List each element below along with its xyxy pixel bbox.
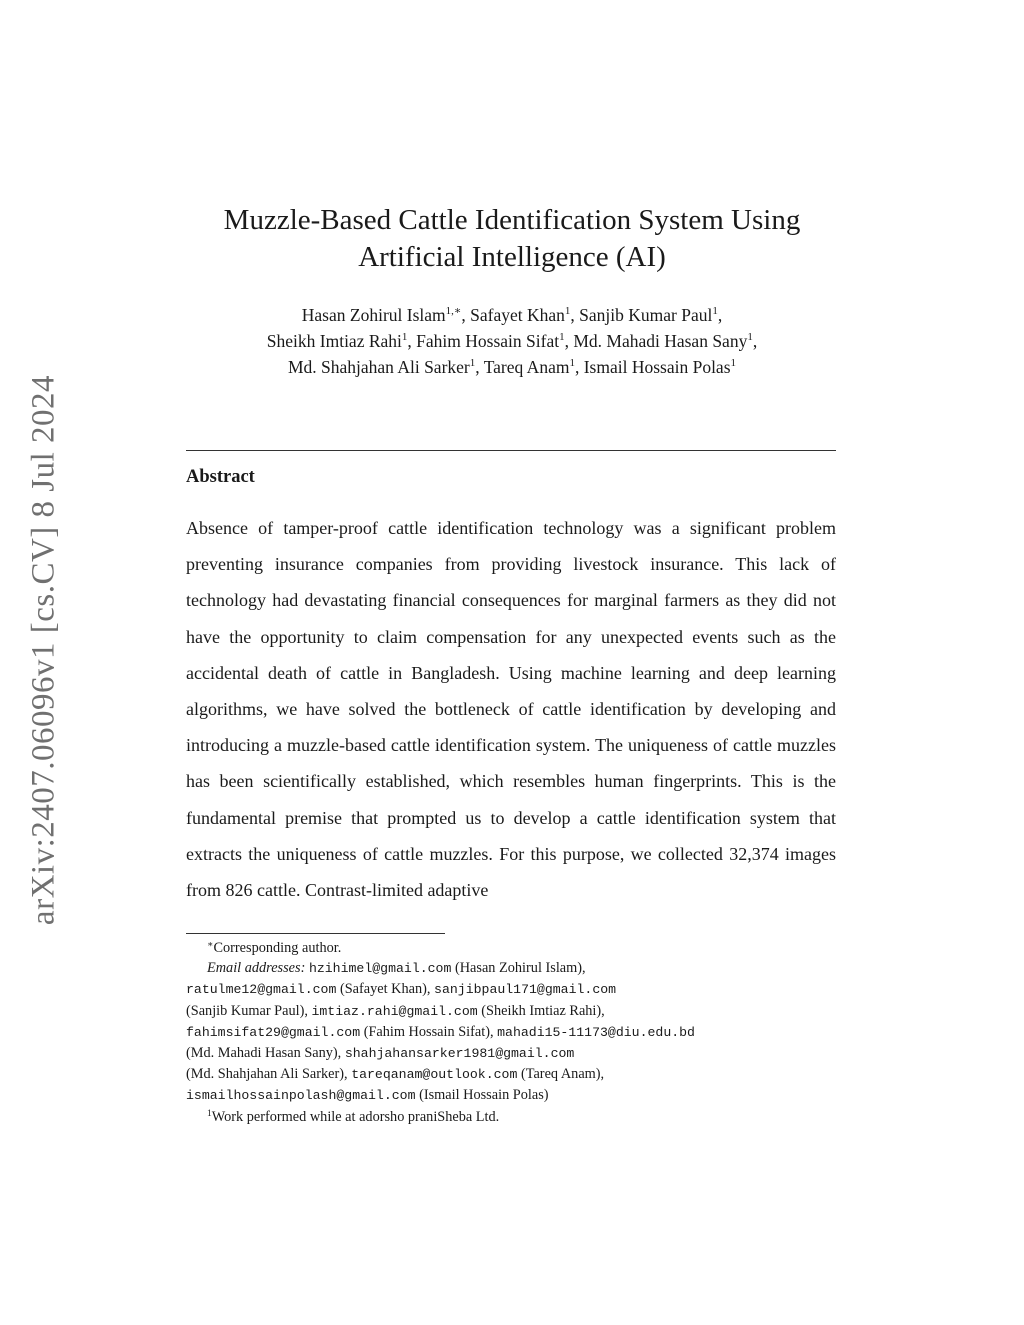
author-mark: 1	[559, 331, 565, 343]
footnote-email-line	[186, 958, 836, 979]
author-name: Safayet Khan	[470, 305, 565, 325]
email-owner: (Sheikh Imtiaz Rahi),	[481, 1002, 605, 1019]
email-owner: (Ismail Hossain Polas)	[419, 1087, 549, 1104]
email-owner: (Hasan Zohirul Islam),	[454, 960, 586, 977]
title-line-1: Muzzle-Based Cattle Identification System Using	[223, 204, 801, 236]
footnote-affiliation	[186, 1107, 836, 1127]
footnote-email-line	[186, 1064, 836, 1085]
email-address[interactable]: hzihimel@gmail.com	[308, 961, 452, 977]
paper-title	[0, 202, 1024, 276]
email-owner: (Md. Shahjahan Ali Sarker),	[186, 1066, 348, 1083]
email-address[interactable]: mahadi15-11173@diu.edu.bd	[497, 1024, 695, 1040]
title-line-2: Artificial Intelligence (AI)	[358, 241, 666, 273]
email-owner: (Tareq Anam),	[520, 1066, 605, 1083]
author-mark: 1	[569, 357, 575, 369]
footnote-divider	[186, 933, 445, 934]
author-name: Md. Shahjahan Ali Sarker	[287, 357, 470, 377]
section-divider	[186, 450, 836, 451]
email-owner: (Safayet Khan),	[339, 981, 431, 998]
footnote-corresponding	[186, 938, 836, 958]
footnote-email-line	[186, 1001, 836, 1022]
footnote-email-line	[186, 1085, 836, 1106]
author-name: Ismail Hossain Polas	[583, 357, 731, 377]
footnote-text: Work performed while at adorsho praniSheba Ltd.	[211, 1108, 500, 1125]
footnote-email-line	[186, 1022, 836, 1043]
author-mark: 1	[401, 331, 408, 343]
email-owner: (Md. Mahadi Hasan Sany),	[186, 1045, 342, 1062]
author-line-2: Sheikh Imtiaz Rahi$^1$, Fahim Hossain Sifat$^1$, Md. Mahadi Hasan Sany$^1$,	[266, 331, 758, 351]
footnote-mark: 1	[207, 1108, 212, 1119]
email-address[interactable]: ismailhossainpolash@gmail.com	[186, 1088, 416, 1104]
arxiv-identifier: arXiv:2407.06096v1 [cs.CV] 8 Jul 2024	[25, 374, 62, 926]
author-line-1: Hasan Zohirul Islam$^{1,∗}$, Safayet Khan$^1$, Sanjib Kumar Paul$^1$,	[301, 305, 723, 325]
footnote-mark: ∗	[207, 940, 214, 950]
footnote-email-line	[186, 979, 836, 1000]
author-mark: 1	[712, 305, 718, 317]
email-owner: (Sanjib Kumar Paul),	[186, 1002, 308, 1019]
email-owner: (Fahim Hossain Sifat),	[363, 1023, 494, 1040]
author-mark: 1,∗	[445, 305, 462, 317]
author-name: Sheikh Imtiaz Rahi	[266, 331, 402, 351]
author-line-3: Md. Shahjahan Ali Sarker$^1$, Tareq Anam$^1$, Ismail Hossain Polas$^1$	[287, 357, 737, 377]
email-address[interactable]: tareqanam@outlook.com	[351, 1067, 518, 1083]
author-name: Sanjib Kumar Paul	[579, 305, 713, 325]
author-mark: 1	[469, 357, 476, 369]
email-address[interactable]: ratulme12@gmail.com	[186, 982, 337, 998]
author-mark: 1	[564, 305, 571, 317]
footnote-text: Corresponding author.	[213, 940, 342, 956]
author-name: Tareq Anam	[483, 357, 570, 377]
footnotes	[186, 938, 836, 1127]
abstract-heading: Abstract	[186, 467, 255, 487]
author-name: Fahim Hossain Sifat	[416, 331, 560, 351]
author-list	[0, 302, 1024, 380]
author-mark: 1	[730, 357, 737, 369]
email-label: Email addresses:	[207, 960, 306, 977]
author-name: Hasan Zohirul Islam	[301, 305, 446, 325]
email-address[interactable]: imtiaz.rahi@gmail.com	[311, 1003, 478, 1019]
footnote-email-line	[186, 1043, 836, 1064]
author-name: Md. Mahadi Hasan Sany	[573, 331, 748, 351]
author-mark: 1	[747, 331, 753, 343]
abstract-text: Absence of tamper-proof cattle identification technology was a significant problem preventing insurance companies from providing livestock insurance. This lack of technology had devastating financial consequences for marginal farmers as they did not have the opportunity to claim compensation for any unexpected events such as the accidental death of cattle in Bangladesh. Using machine learning and deep learning algorithms, we have solved the bottleneck of cattle identification by developing and introducing a muzzle-based cattle identification system. The uniqueness of cattle muzzles has been scientifically established, which resembles human fingerprints. This is the fundamental premise that prompted us to develop a cattle identification system that extracts the uniqueness of cattle muzzles. For this purpose, we collected 32,374 images from 826 cattle. Contrast-limited adaptive	[186, 518, 836, 901]
email-address[interactable]: sanjibpaul171@gmail.com	[434, 982, 617, 998]
email-address[interactable]: shahjahansarker1981@gmail.com	[344, 1046, 575, 1062]
email-address[interactable]: fahimsifat29@gmail.com	[186, 1024, 361, 1040]
